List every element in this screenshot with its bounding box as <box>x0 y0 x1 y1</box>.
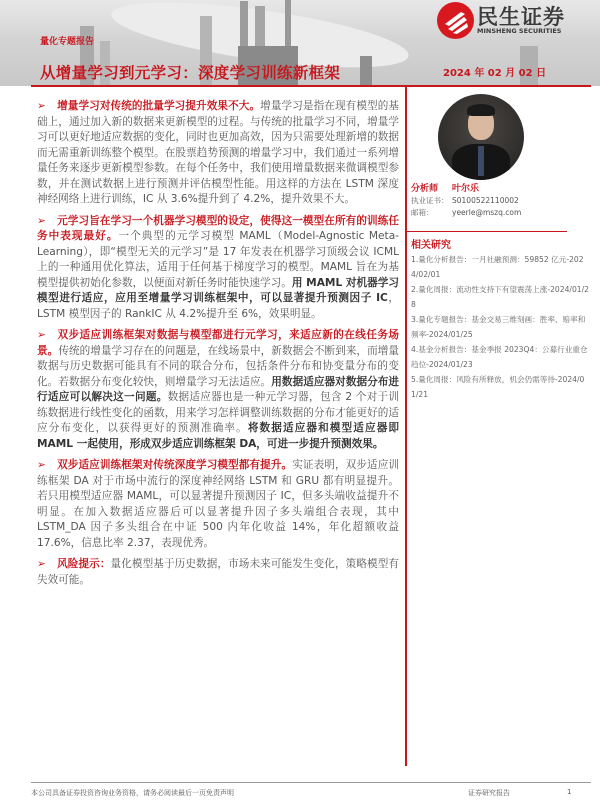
bullet-arrow-icon: ➢ <box>37 558 46 570</box>
summary-paragraph <box>37 458 399 551</box>
analyst-name: 叶尔乐 <box>452 184 480 194</box>
emphasis-text: 用数据适应器对数据分布进行适应可以解决这一问题。 <box>37 375 400 403</box>
analyst-info <box>411 183 596 219</box>
doc-type-label: 量化专题报告 <box>40 37 95 47</box>
related-research-list <box>411 252 589 402</box>
summary-paragraph <box>37 328 399 452</box>
body-text: ，LSTM 模型因子的 RankIC 从 4.2%提升至 6%，效果明显。 <box>37 292 400 320</box>
footer-divider <box>31 782 591 783</box>
paragraph-heading: 元学习旨在学习一个机器学习模型的设定，使得这一模型在所有的训练任务中表现最好。 <box>37 214 399 242</box>
logo-text-cn: 民生证券 <box>477 5 565 29</box>
header-divider <box>31 85 591 87</box>
bullet-arrow-icon: ➢ <box>37 100 46 112</box>
banner-building <box>360 56 372 86</box>
body-text: 数据适应器也是一种元学习器，包含 2 个对于训练数据进行线性变化的函数，用来学习怎样调整训练数据的分布才能更好的适应分布变化，以获得更好的预测准确率。 <box>37 391 399 434</box>
bullet-arrow-icon: ➢ <box>37 459 46 471</box>
report-date: 2024 年 02 月 02 日 <box>443 68 547 79</box>
related-item[interactable]: 3.量化专题报告：基金交易三维刻画：胜率、赔率和频率-2024/01/25 <box>411 315 586 339</box>
paragraph-heading: 双步适应训练框架对数据与模型都进行元学习，来适应新的在线任务场景。 <box>37 329 399 357</box>
paragraph-heading: 增量学习对传统的批量学习提升效果不大。 <box>57 100 261 112</box>
summary-paragraph <box>37 557 399 588</box>
emphasis-text: 将数据适应器和模型适应器即 MAML 一起使用，形成双步适应训练框架 DA，可进一步提升预测效果。 <box>37 422 399 450</box>
related-item[interactable]: 4.基金分析报告：基金季报 2023Q4：公募行业重仓趋位-2024/01/23 <box>411 345 588 369</box>
related-research-title: 相关研究 <box>411 240 451 251</box>
summary-paragraph <box>37 214 399 323</box>
paragraph-heading: 风险提示： <box>57 558 111 570</box>
footer-disclaimer: 本公司具备证券投资咨询业务资格，请务必阅读最后一页免责声明 <box>31 789 234 797</box>
analyst-email[interactable]: yeerle@mszq.com <box>452 208 522 217</box>
summary-paragraph <box>37 99 399 208</box>
body-text: 传统的增量学习存在的问题是，在线场景中，新数据会不断到来，而增量数据与历史数据可能具有不同的联合分布，包括条件分布和协变量分布的变化。若数据分布变化较快，则增量学习无法适应。 <box>37 344 400 388</box>
summary-section <box>37 99 399 594</box>
logo-text-en: MINSHENG SECURITIES <box>477 27 562 35</box>
footer-report-type: 证券研究报告 <box>468 789 510 797</box>
related-item[interactable]: 2.量化周报：流动性支持下有望震荡上涨-2024/01/28 <box>411 285 590 309</box>
body-text: 量化模型基于历史数据，市场未来可能发生变化，策略模型有失效可能。 <box>37 558 399 586</box>
bullet-arrow-icon: ➢ <box>37 214 46 227</box>
emphasis-text: 用 MAML 对机器学习模型进行适应，应用至增量学习训练框架中，可以显著提升预测因子 IC <box>37 276 399 304</box>
related-item[interactable]: 1.量化分析报告：一月社融预测：59852 亿元-2024/02/01 <box>411 255 584 279</box>
paragraph-heading: 双步适应训练框架对传统深度学习模型都有提升。 <box>57 459 293 471</box>
analyst-label: 分析师 <box>411 184 439 194</box>
page-number: 1 <box>567 788 572 796</box>
analyst-photo <box>438 94 524 180</box>
related-item[interactable]: 5.量化周报：风险有所释放，机会仍需等待-2024/01/21 <box>411 375 585 399</box>
email-label: 邮箱： <box>411 208 434 217</box>
cert-number: S0100522110002 <box>452 196 519 205</box>
bullet-arrow-icon: ➢ <box>37 329 46 341</box>
cert-label: 执业证书： <box>411 196 449 205</box>
logo-icon <box>437 2 474 39</box>
header-banner <box>0 0 600 86</box>
report-title: 从增量学习到元学习：深度学习训练新框架 <box>40 64 341 82</box>
body-text: 实证表明，双步适应训练框架 DA 对于市场中流行的深度神经网络 LSTM 和 GRU 都有明显提升。若只用模型适应器 MAML，可以显著提升预测因子 IC，但多头端收益提升不明显。在加入数据适应器后可以显著提升因子多头端组合表现，其中 LSTM_DA 因子多头组合在中证 500 内年化收益 14%，年化超额收益 17.6%，信息比率 2.37，表现优秀。 <box>37 459 399 549</box>
body-text: 增量学习是指在现有模型的基础上，通过加入新的数据来更新模型的过程。与传统的批量学习不同，增量学习可以更好地适应数据的变化，同时也更加高效，因为只需要处理新增的数据而无需重新训练整个模型。在股票趋势预测的增量学习中，我们通过一系列增量任务来逐步更新模型参数。在每个任务中，我们使用增量数据来微调模型参数，并在测试数据上进行预测并评估模型性能。用这样的方法在 LSTM 深度神经网络上进行训练，IC 从 3.6%提升到了 4.2%，提升效果不大。 <box>37 100 399 205</box>
body-text: 一个典型的元学习模型 MAML（Model-Agnostic Meta-Learning），即“模型无关的元学习”是 17 年发表在机器学习顶级会议 ICML 上的一种通用优化算法，适用于任何基于梯度学习的模型。MAML 旨在为基模型提供初始化参数，以便面对新任务时能快速学习。 <box>37 230 400 289</box>
related-divider <box>407 231 567 232</box>
column-divider <box>405 86 407 766</box>
company-logo <box>437 2 599 40</box>
